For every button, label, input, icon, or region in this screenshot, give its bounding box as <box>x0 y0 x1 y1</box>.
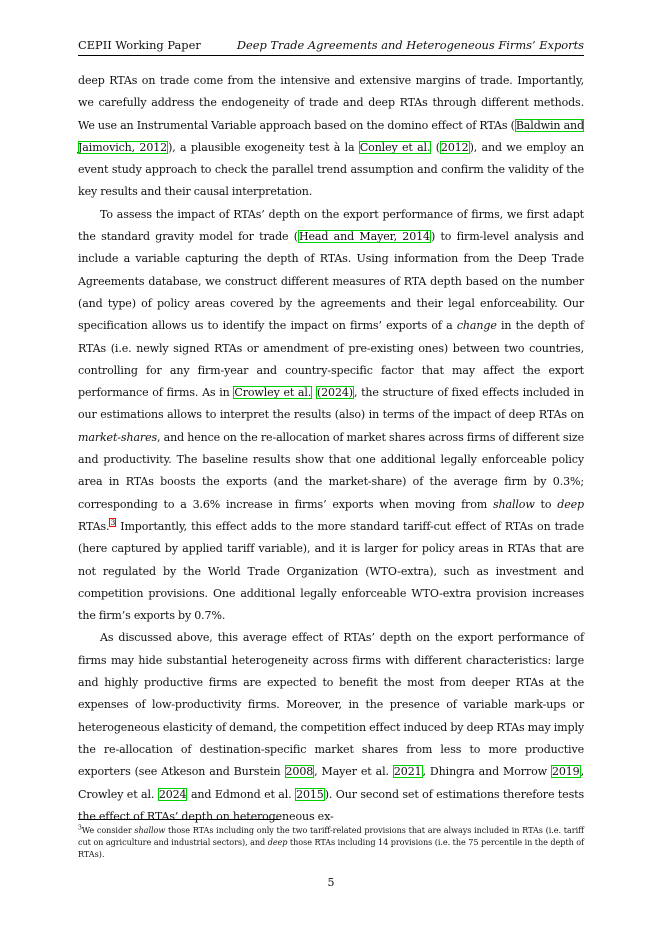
citation-link[interactable]: Baldwin and Jaimovich, 2012 <box>78 118 584 154</box>
paragraph-1 <box>78 70 584 204</box>
emphasis: change <box>456 319 497 333</box>
text-span: , and hence on the re-allocation of market shares across firms of different size and productivity. The baseline results show that one additional legally enforceable policy area in RTAs boosts the exports (and the market-share) of the average firm by 0.3%; corresponding to a 3.6% increase in firms’ exports when moving from <box>78 430 584 511</box>
text-span: to <box>534 497 558 511</box>
text-span: ), a plausible exogeneity test à la <box>168 140 359 154</box>
citation-link[interactable]: 2012 <box>440 140 469 154</box>
text-span: those RTAs including 14 provisions (i.e. the 75 percentile in the depth of RTAs). <box>78 837 584 860</box>
citation-link[interactable]: 2021 <box>393 765 422 779</box>
citation-link[interactable]: Conley et al. <box>359 140 431 154</box>
text-span: deep RTAs on trade come from the intensive and extensive margins of trade. Importantly, we carefully address the endogeneity of trade and deep RTAs through different methods. We use an Instrumental Variable approach based on the domino effect of RTAs ( <box>78 74 584 132</box>
text-span: ), and we employ an event study approach to check the parallel trend assumption and confirm the validity of the key results and their causal interpretation. <box>78 140 584 199</box>
text-span: ) to firm-level analysis and include a variable capturing the depth of RTAs. Using information from the Deep Trade Agreements database, we construct different measures of RTA depth based on the number (and type) of policy areas covered by the agreements and their legal enforceability. Our specification allows us to identify the impact on firms’ exports of a <box>78 230 584 333</box>
header-right: Deep Trade Agreements and Heterogeneous Firms’ Exports <box>236 38 584 52</box>
text-span: and Edmond et al. <box>187 787 296 801</box>
emphasis: shallow <box>492 497 535 511</box>
citation-link[interactable]: 2015 <box>296 787 324 801</box>
running-header <box>78 38 584 56</box>
text-span: , the structure of fixed effects included in our estimations allows to interpret the results (also) in terms of the impact of deep RTAs on <box>78 386 584 422</box>
emphasis: deep <box>267 837 288 848</box>
emphasis: market-shares <box>78 430 158 444</box>
text-span: , Dhingra and Morrow <box>422 765 551 779</box>
footnote-marker-link[interactable]: 3 <box>110 518 116 528</box>
body-text <box>78 70 584 828</box>
text-span: those RTAs including only the two tariff-related provisions that are always included in RTAs (i.e. tariff cut on agriculture and industrial sectors), and <box>78 825 584 848</box>
citation-link[interactable]: (2024) <box>316 386 353 400</box>
citation-link[interactable]: Crowley et al. <box>234 386 312 400</box>
citation-link[interactable]: 2024 <box>158 787 187 801</box>
footnote <box>78 824 584 861</box>
emphasis: deep <box>557 497 584 511</box>
text-span: We consider <box>81 825 135 835</box>
text-span: As discussed above, this average effect of RTAs’ depth on the export performance of firms may hide substantial heterogeneity across firms with different characteristics: large and highly productive firms are expected to benefit the most from deeper RTAs at the expenses of low-productivity firms. Moreover, in the presence of variable mark-ups or heterogeneous elasticity of demand, the competition effect induced by deep RTAs may imply the re-allocation of destination-specific market shares from less to more productive exporters (see Atkeson and Burstein <box>78 631 584 779</box>
footnote-number: 3 <box>78 824 82 832</box>
footnote-rule <box>78 819 280 820</box>
emphasis: shallow <box>134 825 166 835</box>
citation-link[interactable]: Head and Mayer, 2014 <box>299 230 430 244</box>
text-span: in the depth of RTAs (i.e. newly signed RTAs or amendment of pre-existing ones) between two countries, controlling for any firm-year and country-specific factor that may affect the export performance of firms. As in <box>78 319 585 400</box>
text-span: To assess the impact of RTAs’ depth on the export performance of firms, we first adapt the standard gravity model for trade ( <box>78 207 584 244</box>
paragraph-2 <box>78 204 584 628</box>
citation-link[interactable]: 2008 <box>285 765 314 779</box>
text-span: , Crowley et al. <box>78 765 584 801</box>
text-span: Importantly, this effect adds to the more standard tariff-cut effect of RTAs on trade (here captured by applied tariff variable), and it is larger for policy areas in RTAs that are not regulated by the World Trade Organization (WTO-extra), such as investment and competition provisions. One additional legally enforceable WTO-extra provision increases the firm’s exports by 0.7%. <box>78 519 584 623</box>
text-span: ). Our second set of estimations therefore tests the effect of RTAs’ depth on heterogeneous ex- <box>78 787 585 823</box>
paragraph-3 <box>78 627 584 828</box>
page-number: 5 <box>327 876 335 889</box>
header-left: CEPII Working Paper <box>78 38 201 52</box>
citation-link[interactable]: 2019 <box>551 765 580 779</box>
text-span: , Mayer et al. <box>314 765 393 779</box>
text-span: RTAs. <box>78 519 110 533</box>
text-span: ( <box>431 140 440 154</box>
